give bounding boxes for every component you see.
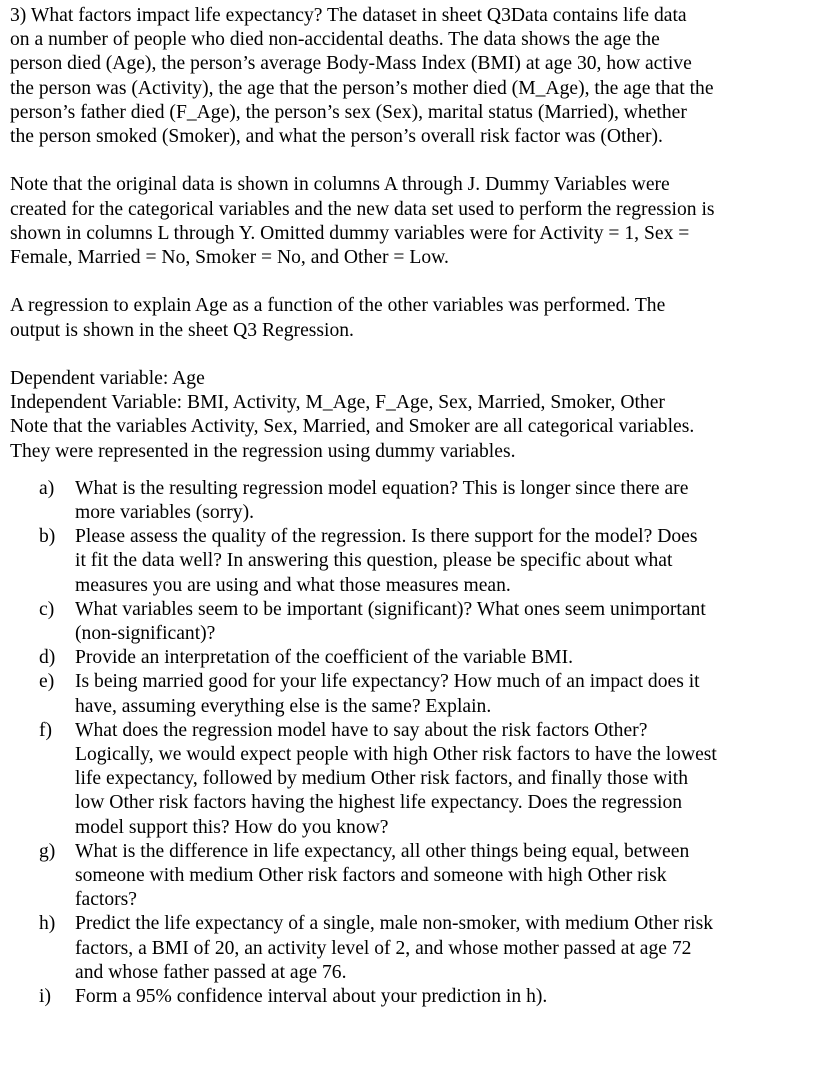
question-item <box>10 719 800 840</box>
variables-paragraph <box>10 367 800 464</box>
question-text-line: measures you are using and what those measures mean. <box>75 574 511 596</box>
question-text-line: Provide an interpretation of the coefficient of the variable BMI. <box>75 647 574 669</box>
text-line: created for the categorical variables and the new data set used to perform the regression is <box>10 198 715 220</box>
question-text-line: life expectancy, followed by medium Other risk factors, and finally those with <box>75 768 689 790</box>
question-item <box>10 477 800 525</box>
question-marker: e) <box>39 671 55 693</box>
question-text-line: have, assuming everything else is the same? Explain. <box>75 695 492 717</box>
question-marker: h) <box>39 913 56 935</box>
text-line: Female, Married = No, Smoker = No, and Other = Low. <box>10 247 449 269</box>
question-marker: b) <box>39 526 56 548</box>
question-text-line: Logically, we would expect people with high Other risk factors to have the lowest <box>75 744 717 766</box>
question-text-line: factors? <box>75 889 138 911</box>
question-text-line: What is the resulting regression model equation? This is longer since there are <box>75 477 689 499</box>
question-marker: c) <box>39 598 55 620</box>
question-text-line: Is being married good for your life expectancy? How much of an impact does it <box>75 671 700 693</box>
question-text-line: model support this? How do you know? <box>75 816 389 838</box>
question-marker: g) <box>39 840 56 862</box>
question-text-line: factors, a BMI of 20, an activity level of 2, and whose mother passed at age 72 <box>75 937 692 959</box>
question-text-line: What variables seem to be important (significant)? What ones seem unimportant <box>75 598 706 620</box>
question-marker: f) <box>39 719 53 741</box>
question-item <box>10 646 800 670</box>
question-text-line: and whose father passed at age 76. <box>75 961 347 983</box>
note-paragraph <box>10 173 800 270</box>
question-text-line: more variables (sorry). <box>75 502 254 524</box>
intro-paragraph <box>10 4 800 149</box>
question-text-line: What is the difference in life expectancy, all other things being equal, between <box>75 840 690 862</box>
text-line: They were represented in the regression using dummy variables. <box>10 440 516 462</box>
question-text-line: What does the regression model have to say about the risk factors Other? <box>75 719 648 741</box>
question-text-line: Predict the life expectancy of a single, male non-smoker, with medium Other risk <box>75 913 714 935</box>
question-text-line: Please assess the quality of the regression. Is there support for the model? Does <box>75 526 698 548</box>
question-text-line: someone with medium Other risk factors and someone with high Other risk <box>75 865 667 887</box>
text-line: Note that the original data is shown in columns A through J. Dummy Variables were <box>10 174 670 196</box>
document-body <box>10 4 800 1009</box>
question-text-line: it fit the data well? In answering this question, please be specific about what <box>75 550 673 572</box>
question-item <box>10 525 800 598</box>
question-item <box>10 840 800 913</box>
question-item <box>10 985 800 1009</box>
text-line: output is shown in the sheet Q3 Regression. <box>10 319 354 341</box>
regression-paragraph <box>10 294 800 342</box>
question-item <box>10 670 800 718</box>
question-marker: d) <box>39 647 56 669</box>
text-line: the person was (Activity), the age that the person’s mother died (M_Age), the age that the <box>10 77 714 99</box>
question-marker: i) <box>39 986 51 1008</box>
text-line: 3) What factors impact life expectancy? The dataset in sheet Q3Data contains life data <box>10 5 687 26</box>
text-line: A regression to explain Age as a function of the other variables was performed. The <box>10 295 666 317</box>
text-line: shown in columns L through Y. Omitted dummy variables were for Activity = 1, Sex = <box>10 222 690 244</box>
question-text-line: (non-significant)? <box>75 623 216 645</box>
question-marker: a) <box>39 477 55 499</box>
text-line: person died (Age), the person’s average Body-Mass Index (BMI) at age 30, how active <box>10 53 692 75</box>
question-item <box>10 912 800 985</box>
question-list <box>10 477 800 1009</box>
text-line: the person smoked (Smoker), and what the person’s overall risk factor was (Other). <box>10 126 663 148</box>
question-text-line: Form a 95% confidence interval about your prediction in h). <box>75 986 548 1008</box>
text-line: person’s father died (F_Age), the person’s sex (Sex), marital status (Married), whether <box>10 101 687 123</box>
question-text-line: low Other risk factors having the highest life expectancy. Does the regression <box>75 792 683 814</box>
text-line: Note that the variables Activity, Sex, Married, and Smoker are all categorical variables. <box>10 416 695 438</box>
text-line: Independent Variable: BMI, Activity, M_Age, F_Age, Sex, Married, Smoker, Other <box>10 392 665 414</box>
text-line: Dependent variable: Age <box>10 368 205 389</box>
text-line: on a number of people who died non-accidental deaths. The data shows the age the <box>10 29 660 51</box>
question-item <box>10 598 800 646</box>
